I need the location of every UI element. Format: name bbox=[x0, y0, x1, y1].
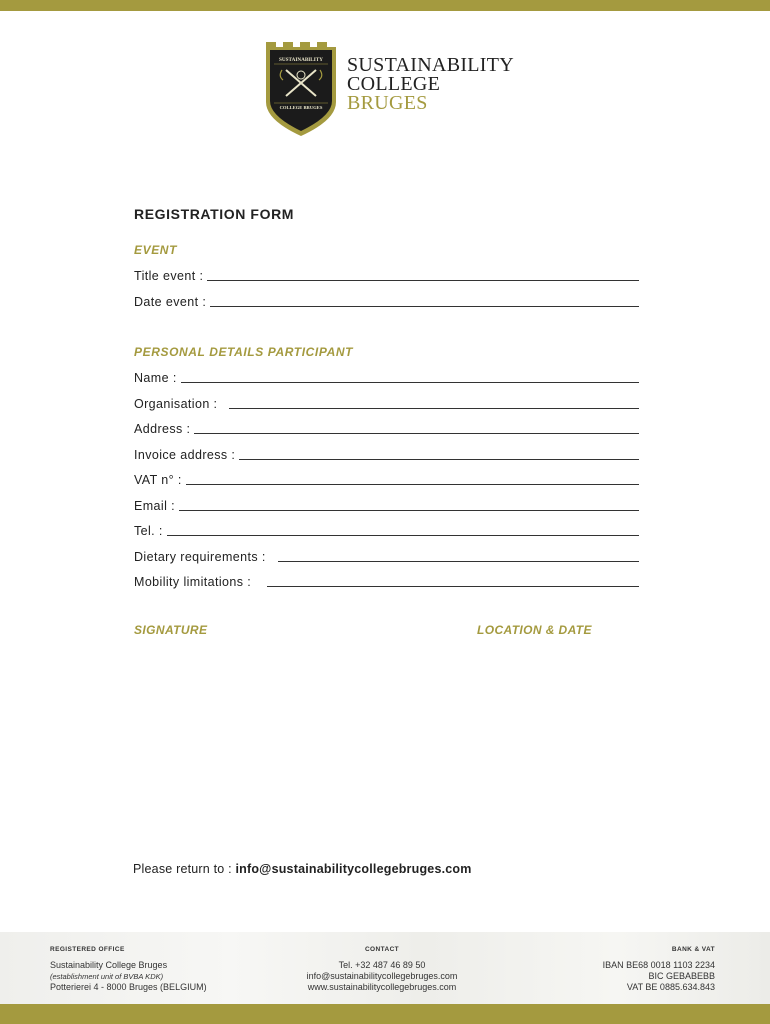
logo-line-1: SUSTAINABILITY bbox=[347, 54, 515, 76]
field-label: Address : bbox=[134, 422, 191, 436]
field-label: Email : bbox=[134, 499, 176, 513]
vat-number-field[interactable] bbox=[134, 471, 639, 487]
logo-line-2: COLLEGE bbox=[347, 73, 441, 95]
email-field[interactable] bbox=[134, 497, 639, 513]
fill-line[interactable] bbox=[207, 270, 639, 281]
field-label: Organisation : bbox=[134, 397, 226, 411]
college-logo bbox=[264, 40, 514, 140]
company-address: Potterierei 4 - 8000 Bruges (BELGIUM) bbox=[50, 982, 207, 992]
return-instructions bbox=[133, 862, 472, 876]
fill-line[interactable] bbox=[194, 423, 639, 434]
company-note: (establishment unit of BVBA KDK) bbox=[50, 972, 164, 981]
contact-block bbox=[298, 944, 466, 993]
bank-vat-block bbox=[603, 944, 715, 993]
fill-line[interactable] bbox=[210, 296, 639, 307]
dietary-requirements-field[interactable] bbox=[134, 548, 639, 564]
contact-website[interactable]: www.sustainabilitycollegebruges.com bbox=[307, 982, 457, 992]
form-title: REGISTRATION FORM bbox=[134, 206, 295, 222]
crest-top-text: SUSTAINABILITY bbox=[278, 57, 324, 63]
field-label: Invoice address : bbox=[134, 448, 236, 462]
signature-heading: SIGNATURE bbox=[134, 623, 208, 637]
registered-office-block bbox=[50, 944, 207, 993]
tel-field[interactable] bbox=[134, 522, 639, 538]
fill-line[interactable] bbox=[267, 576, 639, 587]
personal-details-heading: PERSONAL DETAILS PARTICIPANT bbox=[134, 345, 354, 359]
fill-line[interactable] bbox=[278, 551, 639, 562]
contact-phone: Tel. +32 487 46 89 50 bbox=[338, 960, 426, 970]
invoice-address-field[interactable] bbox=[134, 446, 639, 462]
fill-line[interactable] bbox=[179, 500, 639, 511]
bank-vat-heading: BANK & VAT bbox=[671, 946, 715, 953]
crest-bottom-text: COLLEGE BRUGES bbox=[279, 105, 323, 110]
bic: BIC GEBABEBB bbox=[648, 971, 715, 981]
field-label: Date event : bbox=[134, 295, 207, 309]
field-label: Tel. : bbox=[134, 524, 163, 538]
return-email-link[interactable]: info@sustainabilitycollegebruges.com bbox=[235, 862, 472, 876]
iban: IBAN BE68 0018 1103 2234 bbox=[602, 960, 715, 970]
event-heading: EVENT bbox=[134, 243, 178, 257]
field-label: Dietary requirements : bbox=[134, 550, 274, 564]
contact-heading: CONTACT bbox=[364, 946, 400, 953]
bottom-accent-bar bbox=[0, 1004, 770, 1024]
field-label: Mobility limitations : bbox=[134, 575, 263, 589]
fill-line[interactable] bbox=[167, 525, 639, 536]
name-field[interactable] bbox=[134, 369, 639, 385]
registered-office-heading: REGISTERED OFFICE bbox=[50, 946, 125, 953]
crest-icon bbox=[264, 40, 338, 137]
fill-line[interactable] bbox=[181, 372, 639, 383]
contact-email[interactable]: info@sustainabilitycollegebruges.com bbox=[306, 971, 458, 981]
footer bbox=[0, 932, 770, 1004]
mobility-limitations-field[interactable] bbox=[134, 573, 639, 589]
company-name: Sustainability College Bruges bbox=[50, 960, 168, 970]
field-label: Title event : bbox=[134, 269, 204, 283]
fill-line[interactable] bbox=[229, 398, 639, 409]
organisation-field[interactable] bbox=[134, 395, 639, 411]
field-label: Name : bbox=[134, 371, 177, 385]
logo-line-3: BRUGES bbox=[347, 92, 428, 114]
title-event-field[interactable] bbox=[134, 267, 639, 283]
field-label: VAT n° : bbox=[134, 473, 182, 487]
fill-line[interactable] bbox=[186, 474, 639, 485]
return-prefix: Please return to : bbox=[133, 862, 236, 876]
vat-number: VAT BE 0885.634.843 bbox=[626, 982, 715, 992]
date-event-field[interactable] bbox=[134, 293, 639, 309]
logo-wordmark bbox=[347, 56, 514, 113]
address-field[interactable] bbox=[134, 420, 639, 436]
fill-line[interactable] bbox=[239, 449, 639, 460]
location-date-heading: LOCATION & DATE bbox=[477, 623, 592, 637]
top-accent-bar bbox=[0, 0, 770, 11]
